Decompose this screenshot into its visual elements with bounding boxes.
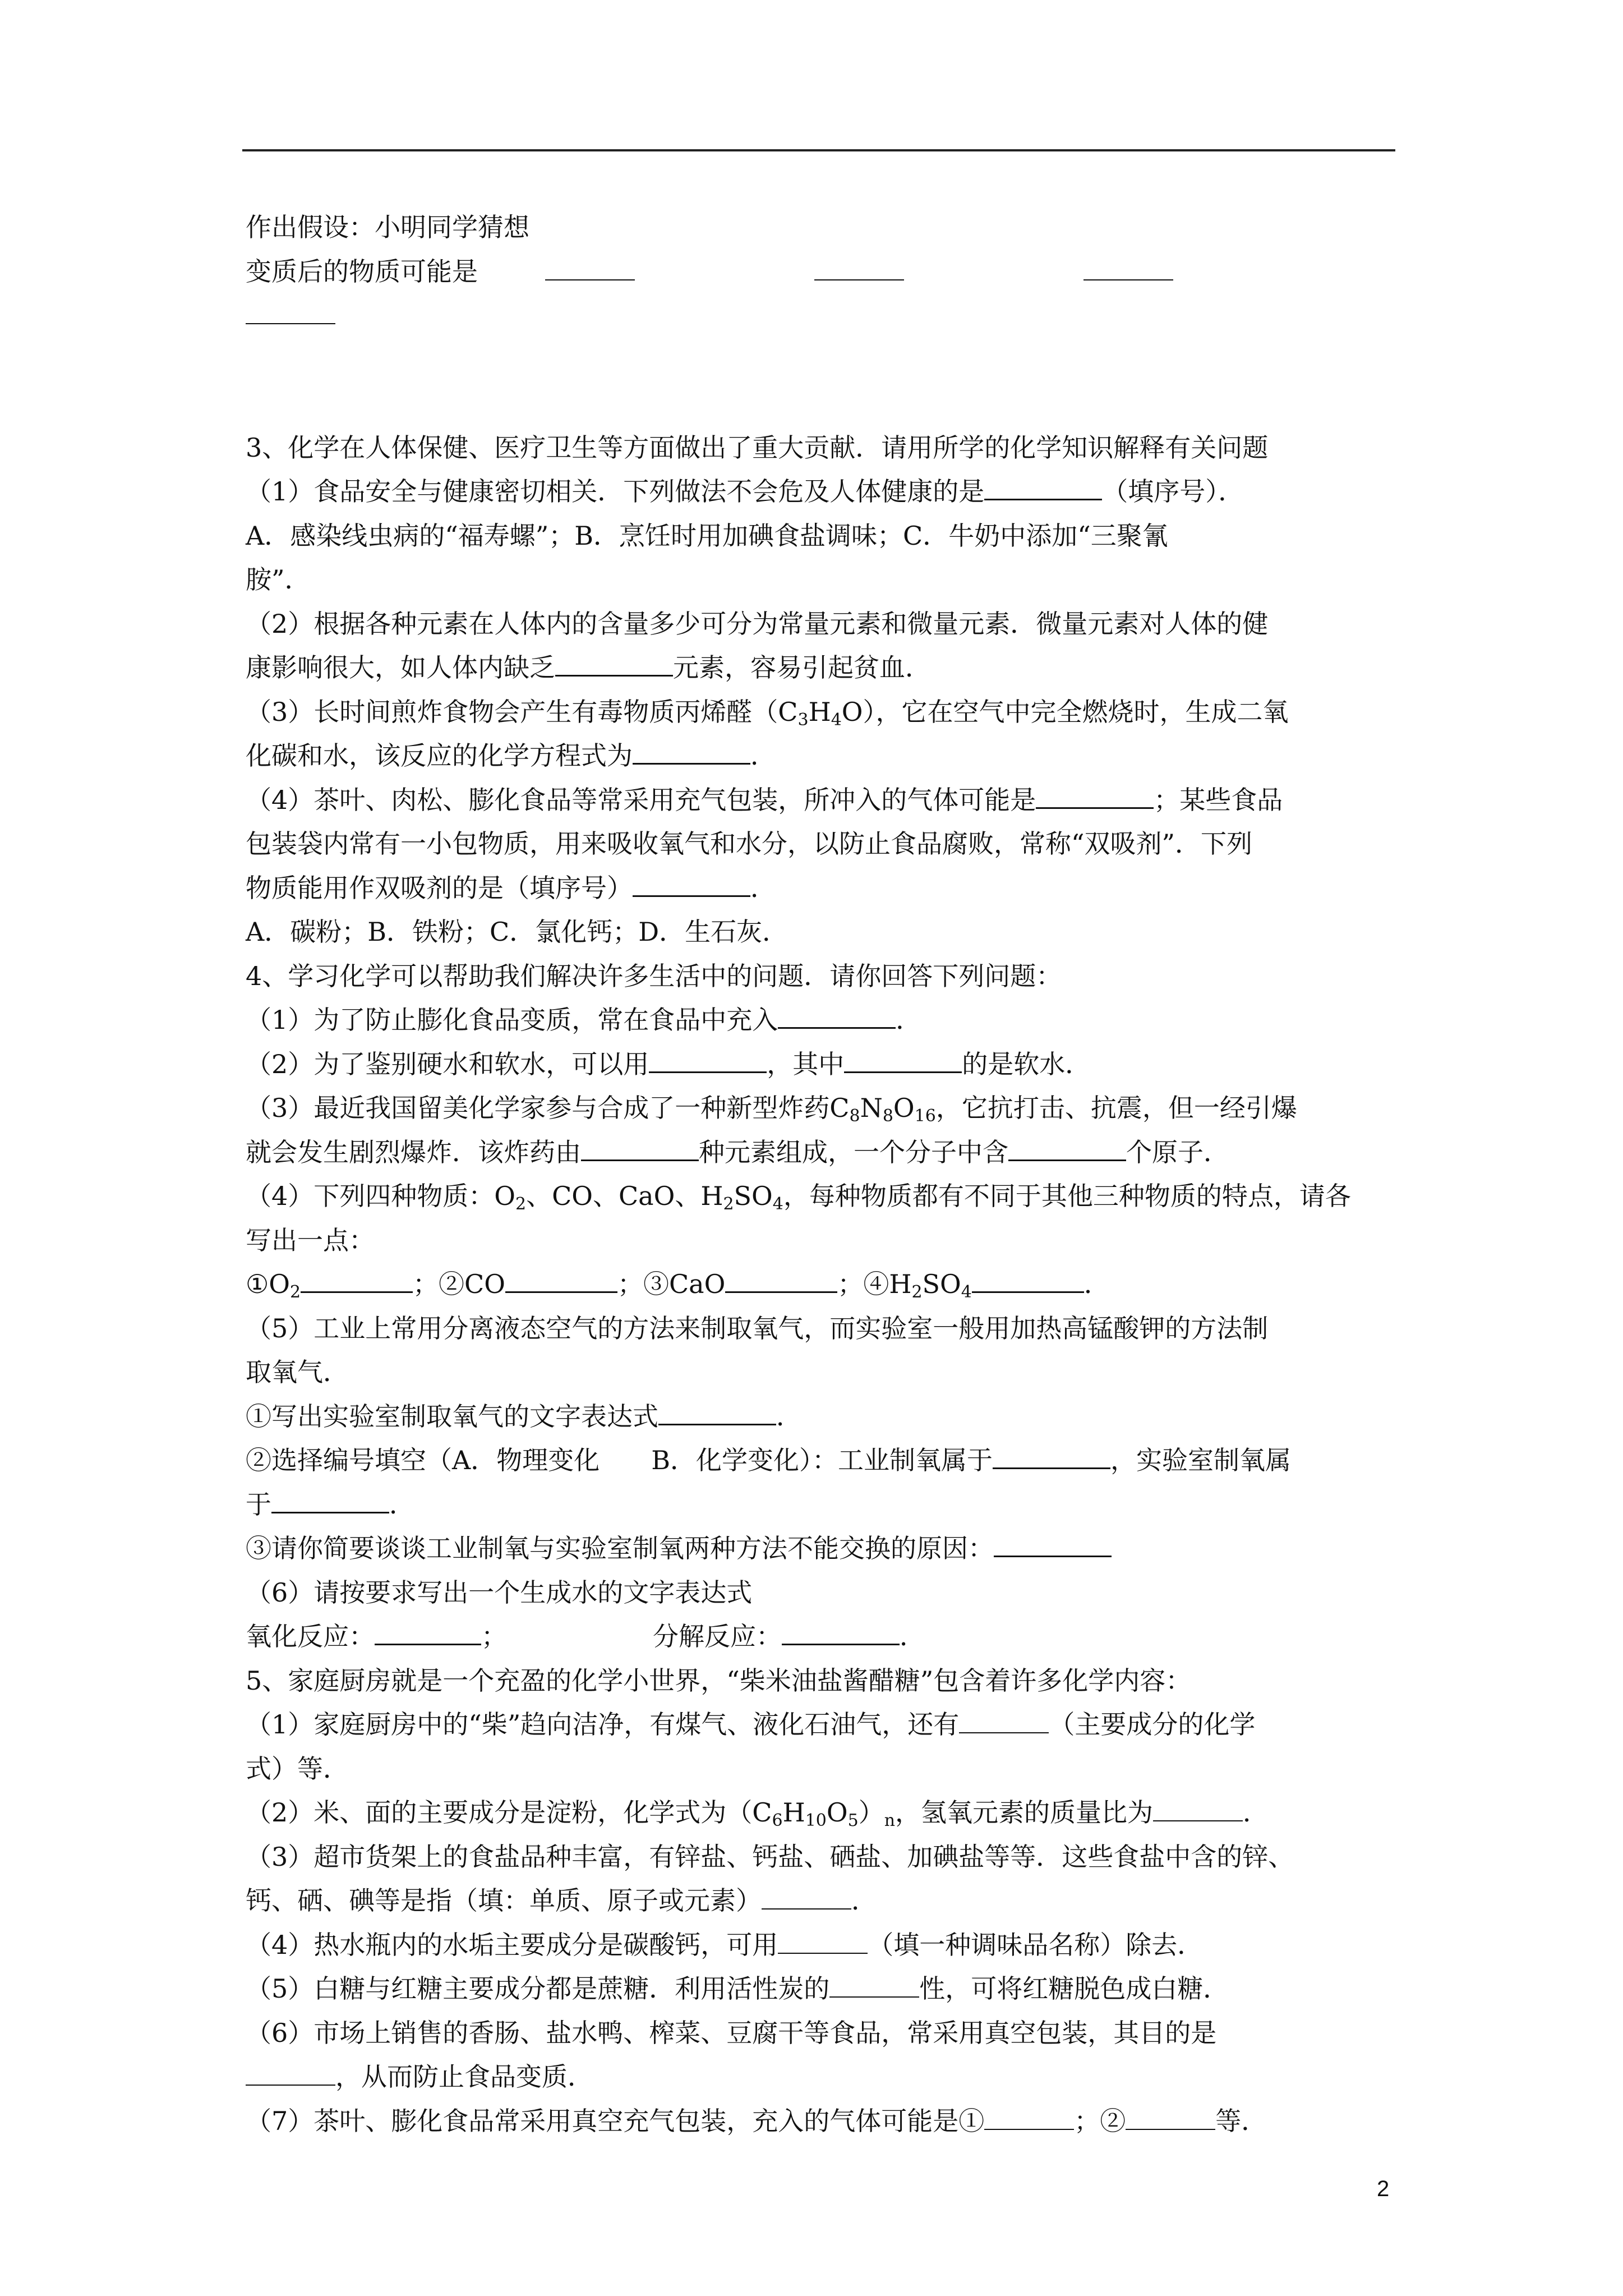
answer-blank[interactable]	[762, 1879, 851, 1910]
text-line: （6）市场上销售的香肠、盐水鸭、榨菜、豆腐干等食品，常采用真空包装，其目的是	[246, 2017, 1217, 2048]
answer-blank[interactable]	[375, 1614, 481, 1645]
text-line: （3）最近我国留美化学家参与合成了一种新型炸药$C_8N_8O_{16}$，它抗打击、抗震，但一经引爆	[246, 1093, 1297, 1126]
text-line: 康影响很大，如人体内缺乏 元素，容易引起贫血．	[246, 646, 1401, 690]
text-line: （1）食品安全与健康密切相关．下列做法不会危及人体健康的是 （填序号）．	[246, 470, 1401, 514]
text-line: ③请你简要谈谈工业制氧与实验室制氧两种方法不能交换的原因：	[246, 1526, 1401, 1571]
text-line: （3）超市货架上的食盐品种丰富，有锌盐、钙盐、硒盐、加碘盐等等．这些食盐中含的锌、	[246, 1841, 1294, 1872]
answer-blank[interactable]	[505, 1262, 617, 1293]
text-line: （6）请按要求写出一个生成水的文字表达式	[246, 1577, 753, 1608]
text-line: （5）白糖与红糖主要成分都是蔗糖．利用活性炭的 性，可将红糖脱色成白糖．	[246, 1967, 1401, 2011]
answer-blank[interactable]	[782, 1614, 900, 1645]
answer-blank[interactable]	[649, 1042, 767, 1073]
answer-blank[interactable]	[633, 866, 750, 897]
text-line: 写出一点：	[246, 1225, 375, 1255]
text-line: 作出假设：小明同学猜想	[246, 212, 529, 242]
text-line: 胺”．	[246, 564, 311, 595]
answer-blank[interactable]	[778, 998, 896, 1029]
page-number: 2	[1377, 2177, 1390, 2201]
answer-blank[interactable]	[1153, 1791, 1243, 1821]
answer-blank[interactable]	[581, 1130, 699, 1161]
text-line: （1）为了防止膨化食品变质，常在食品中充入 ．	[246, 998, 1401, 1042]
text-line: 钙、硒、碘等是指（填：单质、原子或元素） ．	[246, 1879, 1401, 1923]
text-line: （5）工业上常用分离液态空气的方法来制取氧气，而实验室一般用加热高锰酸钾的方法制	[246, 1313, 1269, 1343]
answer-blank[interactable]	[271, 1483, 389, 1513]
text-line: 就会发生剧烈爆炸．该炸药由 种元素组成，一个分子中含 个原子．	[246, 1130, 1401, 1175]
text-line: （4）下列四种物质：$O_2$、CO、CaO、$H_2SO_4$，每种物质都有不同于其他三种物质的特点，请各	[246, 1181, 1351, 1214]
answer-blank[interactable]	[1036, 778, 1154, 809]
text-line: （4）热水瓶内的水垢主要成分是碳酸钙，可用 （填一种调味品名称）除去．	[246, 1923, 1401, 1967]
answer-blank[interactable]	[246, 2055, 335, 2086]
answer-blank[interactable]	[814, 250, 904, 280]
text-line: 于 ．	[246, 1483, 1401, 1527]
answer-blank[interactable]	[829, 1967, 919, 1998]
answer-blank[interactable]	[246, 294, 335, 324]
answer-blank[interactable]	[959, 1703, 1049, 1733]
text-line: 变质后的物质可能是	[246, 250, 1401, 294]
text-line: A．感染线虫病的“福寿螺”；B．烹饪时用加碘食盐调味；C．牛奶中添加“三聚氰	[246, 520, 1168, 551]
text-line: （2）为了鉴别硬水和软水，可以用 ，其中 的是软水．	[246, 1042, 1401, 1087]
answer-blank[interactable]	[1126, 2100, 1215, 2130]
header-rule	[242, 149, 1395, 151]
text-line: （2）根据各种元素在人体内的含量多少可分为常量元素和微量元素．微量元素对人体的健	[246, 608, 1269, 639]
text-line: ，从而防止食品变质．	[246, 2055, 1401, 2099]
text-line: （2）米、面的主要成分是淀粉，化学式为$(C_6H_{10}O_5)_n$，氢氧元素的质量比为 ．	[246, 1791, 1401, 1835]
text-line: （3）长时间煎炸食物会产生有毒物质丙烯醛$(C_3H_4O)$，它在空气中完全燃烧时，生成二氧	[246, 696, 1289, 730]
text-line: ②选择编号填空（A．物理变化 B．化学变化）：工业制氧属于 ，实验室制氧属	[246, 1438, 1401, 1483]
text-line: 式）等．	[246, 1753, 349, 1784]
text-line: （4）茶叶、肉松、膨化食品等常采用充气包装，所冲入的气体可能是 ；某些食品	[246, 778, 1401, 822]
question-3-title: 3、化学在人体保健、医疗卫生等方面做出了重大贡献．请用所学的化学知识解释有关问题	[246, 432, 1269, 463]
answer-blank[interactable]	[555, 646, 673, 677]
text-line	[246, 293, 1401, 338]
text-line: 物质能用作双吸剂的是（填序号） ．	[246, 866, 1401, 910]
question-4-title: 4、学习化学可以帮助我们解决许多生活中的问题．请你回答下列问题：	[246, 960, 1062, 991]
answer-blank[interactable]	[633, 734, 750, 765]
answer-blank[interactable]	[993, 1438, 1110, 1469]
answer-blank[interactable]	[984, 470, 1102, 500]
answer-blank[interactable]	[844, 1042, 962, 1073]
answer-blank[interactable]	[545, 250, 635, 280]
text-line: ①写出实验室制取氧气的文字表达式 ．	[246, 1395, 1401, 1439]
text-line: （7）茶叶、膨化食品常采用真空充气包装，充入的气体可能是① ；② 等．	[246, 2099, 1401, 2143]
answer-blank[interactable]	[301, 1262, 413, 1293]
answer-blank[interactable]	[778, 1924, 868, 1954]
answer-blank[interactable]	[658, 1395, 776, 1425]
text-line: （1）家庭厨房中的“柴”趋向洁净，有煤气、液化石油气，还有 （主要成分的化学	[246, 1703, 1401, 1747]
text-line: 取氧气．	[246, 1357, 349, 1387]
text-line: $①O_2$ ；②CO ；③CaO ；$④H_2SO_4$ ．	[246, 1262, 1401, 1306]
document-body	[246, 205, 1401, 2143]
answer-blank[interactable]	[725, 1262, 837, 1293]
text-line: 包装袋内常有一小包物质，用来吸收氧气和水分，以防止食品腐败，常称“双吸剂”．下列	[246, 829, 1253, 859]
text-line: A．碳粉；B．铁粉；C．氯化钙；D．生石灰．	[246, 917, 789, 947]
answer-blank[interactable]	[994, 1526, 1112, 1557]
answer-blank[interactable]	[1008, 1130, 1126, 1161]
question-5-title: 5、家庭厨房就是一个充盈的化学小世界，“柴米油盐酱醋糖”包含着许多化学内容：	[246, 1665, 1192, 1696]
text-line: 氧化反应： ； 分解反应： ．	[246, 1614, 1401, 1659]
answer-blank[interactable]	[1083, 250, 1173, 280]
answer-blank[interactable]	[972, 1262, 1084, 1293]
text-line: 化碳和水，该反应的化学方程式为 ．	[246, 734, 1401, 778]
answer-blank[interactable]	[984, 2100, 1074, 2130]
